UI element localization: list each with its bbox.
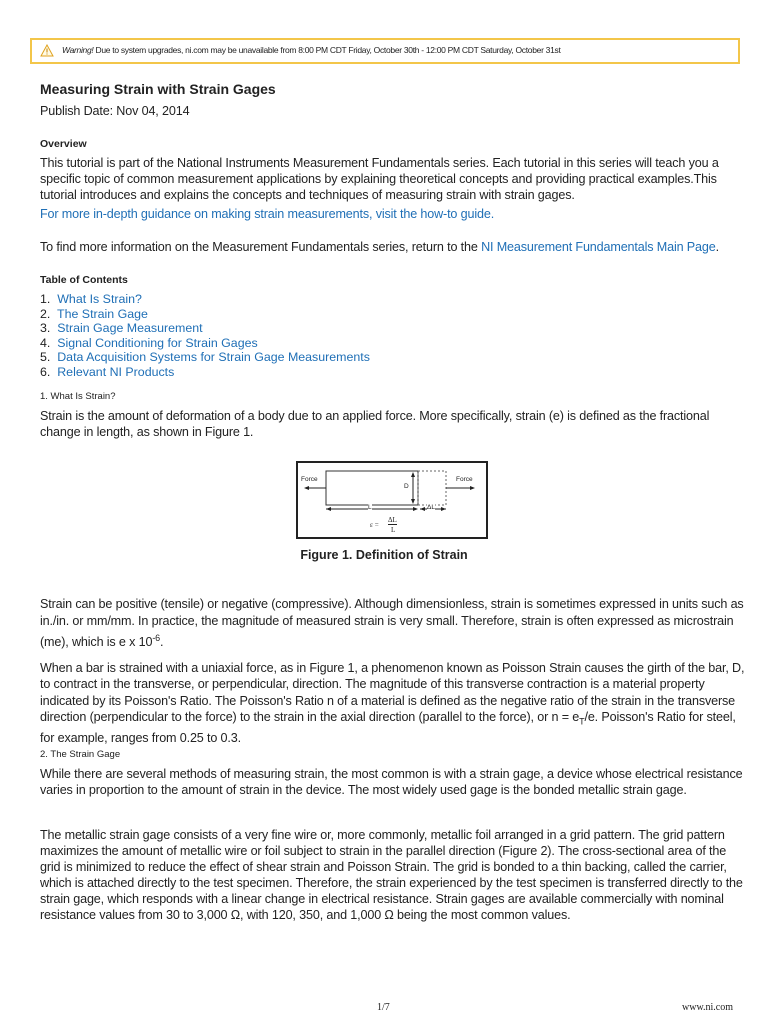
warning-message: Due to system upgrades, ni.com may be unavailable from 8:00 PM CDT Friday, October 30th - 12:00 PM CDT Saturday, October 31st (93, 45, 561, 55)
strain-definition-paragraph: Strain is the amount of deformation of a body due to an applied force. More specifically, strain (e) is defined as the fractional change in length, as shown in Figure 1. (40, 409, 710, 439)
warning-text (62, 45, 561, 55)
subscript: T (579, 716, 585, 727)
toc-link-what-is-strain[interactable]: What Is Strain? (57, 292, 142, 306)
poisson-text: When a bar is strained with a uniaxial force, as in Figure 1, a phenomenon known as Poisson Strain causes the girth of the bar, D, to contract in the transverse, or perpendicular, direction. The magnitude of this transverse contraction is a material property indicated by its Poisson's Ratio. The Poisson's Ratio n of a material is defined as the negative ratio of the strain in the transverse direction (perpendicular to the force) to the strain in the axial direction (parallel to the force), or n = e (40, 661, 745, 724)
toc-number: 6. (40, 364, 51, 379)
fundamentals-paragraph (40, 239, 719, 255)
section1-heading: 1. What Is Strain? (40, 391, 116, 402)
formula-denominator: L (391, 526, 396, 534)
toc-item (40, 307, 370, 322)
formula-numerator: ΔL (388, 516, 397, 524)
exponent: -6 (152, 633, 161, 643)
fundamentals-main-page-link[interactable]: NI Measurement Fundamentals Main Page (481, 240, 716, 254)
toc-item (40, 321, 370, 336)
page-title: Measuring Strain with Strain Gages (40, 81, 276, 97)
toc-item (40, 292, 370, 307)
toc-number: 3. (40, 321, 51, 336)
strain-sign-text: Strain can be positive (tensile) or negative (compressive). Although dimensionless, strain is sometimes expressed in units such as in./in. or mm/mm. In practice, the magnitude of measured strain is very small. Therefore, strain is often expressed as microstrain (me), which is e x 10 (40, 597, 744, 650)
fundamentals-suffix: . (715, 240, 719, 254)
toc-item (40, 336, 370, 351)
toc-item (40, 365, 370, 380)
overview-heading: Overview (40, 138, 87, 150)
formula-lhs: ε = (370, 521, 379, 529)
page-number: 1/7 (377, 1002, 390, 1013)
publish-date: Publish Date: Nov 04, 2014 (40, 104, 190, 118)
strain-gage-intro-paragraph: While there are several methods of measuring strain, the most common is with a strain gage, a device whose electrical resistance varies in proportion to the amount of strain in the device. The most widely used gage is the bonded metallic strain gage. (40, 767, 743, 797)
strain-sign-paragraph (40, 596, 744, 651)
warning-banner (30, 38, 740, 64)
figure-1-strain-diagram (296, 461, 488, 539)
footer-site: www.ni.com (682, 1002, 734, 1013)
force-right-label: Force (456, 476, 473, 483)
delta-l-label: ΔL (427, 504, 435, 511)
d-label: D (404, 483, 409, 490)
toc-link-daq-systems[interactable]: Data Acquisition Systems for Strain Gage Measurements (57, 350, 370, 365)
warning-icon (40, 44, 54, 57)
poisson-text-end: /e. Poisson's Ratio for steel, for example, ranges from 0.25 to 0.3. (40, 709, 736, 745)
toc-link-strain-gage[interactable]: The Strain Gage (57, 306, 148, 321)
overview-paragraph: This tutorial is part of the National Instruments Measurement Fundamentals series. Each tutorial in this series will teach you a specific topic of common measurement applications by explaining theoretical concepts and providing practical examples.This tutorial introduces and explains the concepts and techniques of measuring strain with strain gages. (40, 156, 719, 202)
toc-number: 1. (40, 292, 51, 306)
toc-number: 4. (40, 335, 51, 350)
force-left-label: Force (301, 476, 318, 483)
poisson-paragraph (40, 660, 744, 746)
l-label: L (368, 504, 372, 511)
period: . (160, 635, 164, 650)
toc-number: 5. (40, 350, 51, 365)
toc-link-relevant-products[interactable]: Relevant NI Products (57, 364, 175, 379)
toc-heading: Table of Contents (40, 274, 128, 286)
how-to-guide-link[interactable]: For more in-depth guidance on making strain measurements, visit the how-to guide. (40, 207, 495, 221)
toc-item (40, 350, 370, 365)
toc-link-strain-gage-measurement[interactable]: Strain Gage Measurement (57, 321, 203, 336)
fundamentals-text: To find more information on the Measurement Fundamentals series, return to the (40, 240, 482, 254)
table-of-contents (40, 292, 370, 380)
metallic-gage-paragraph: The metallic strain gage consists of a very fine wire or, more commonly, metallic foil arranged in a grid pattern. The grid pattern maximizes the amount of metallic wire or foil subject to strain in the parallel direction (Figure 2). The cross-sectional area of the grid is minimized to reduce the effect of shear strain and Poisson Strain. The grid is bonded to a thin backing, called the carrier, which is attached directly to the test specimen. Therefore, the strain experienced by the test specimen is transferred directly to the strain gage, which responds with a linear change in electrical resistance. Strain gages are available commercially with nominal resistance values from 30 to 3,000 Ω, with 120, 350, and 1,000 Ω being the most common values. (40, 828, 743, 922)
figure-1-caption: Figure 1. Definition of Strain (300, 548, 468, 562)
toc-number: 2. (40, 306, 51, 321)
warning-label: Warning! (62, 45, 94, 55)
section2-heading: 2. The Strain Gage (40, 749, 121, 760)
toc-link-signal-conditioning[interactable]: Signal Conditioning for Strain Gages (57, 335, 258, 350)
